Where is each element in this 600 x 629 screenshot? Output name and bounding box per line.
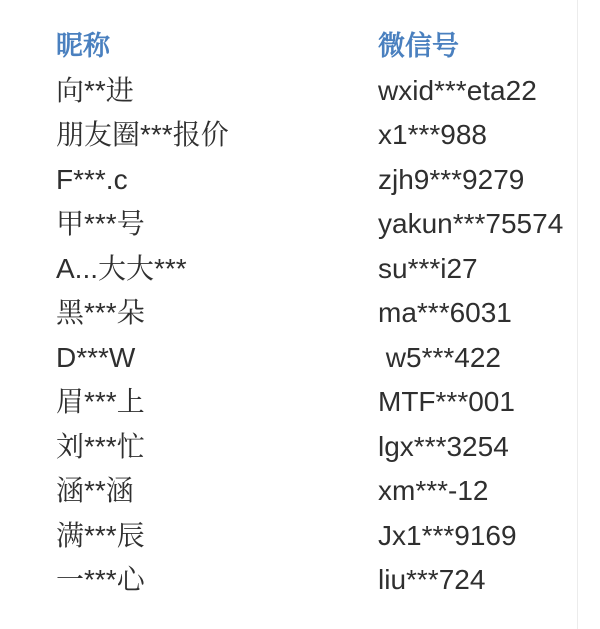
- nickname-cell: 一***心: [56, 564, 145, 596]
- wechat-id-cell: wxid***eta22: [378, 74, 537, 106]
- table-row: [56, 202, 576, 247]
- wechat-id-cell: yakun***75574: [378, 208, 564, 240]
- nickname-cell: 黑***朵: [56, 297, 145, 329]
- wechat-id-cell: MTF***001: [378, 386, 515, 418]
- table-row: [56, 380, 576, 425]
- nickname-cell: 向**进: [56, 74, 134, 106]
- wechat-id-cell: ma***6031: [378, 297, 512, 329]
- table-row: [56, 158, 576, 203]
- nickname-cell: A...大大***: [56, 252, 187, 284]
- nickname-cell: 涵**涵: [56, 475, 134, 507]
- wechat-id-cell: lgx***3254: [378, 430, 509, 462]
- wechat-id-cell: Jx1***9169: [378, 519, 517, 551]
- wechat-id-cell: w5***422: [378, 341, 501, 373]
- table-row: [56, 514, 576, 559]
- table-header-row: [56, 24, 576, 69]
- wechat-id-cell: x1***988: [378, 119, 487, 151]
- table-row: [56, 69, 576, 114]
- column-header-nickname: 昵称: [56, 30, 110, 61]
- nickname-cell: 朋友圈***报价: [56, 119, 229, 151]
- table-row: [56, 469, 576, 514]
- nickname-cell: F***.c: [56, 163, 128, 195]
- column-divider: [577, 0, 578, 629]
- table-row: [56, 291, 576, 336]
- table-row: [56, 247, 576, 292]
- wechat-id-cell: zjh9***9279: [378, 163, 525, 195]
- table-row: [56, 425, 576, 470]
- table-row: [56, 336, 576, 381]
- column-header-wechat-id: 微信号: [378, 30, 459, 61]
- contact-table: [56, 24, 576, 603]
- wechat-id-cell: liu***724: [378, 564, 486, 596]
- table-row: [56, 558, 576, 603]
- nickname-cell: 刘***忙: [56, 430, 145, 462]
- nickname-cell: 眉***上: [56, 386, 145, 418]
- nickname-cell: D***W: [56, 341, 136, 373]
- wechat-id-cell: su***i27: [378, 252, 478, 284]
- table-row: [56, 113, 576, 158]
- nickname-cell: 甲***号: [56, 208, 145, 240]
- wechat-id-cell: xm***-12: [378, 475, 489, 507]
- nickname-cell: 满***辰: [56, 519, 145, 551]
